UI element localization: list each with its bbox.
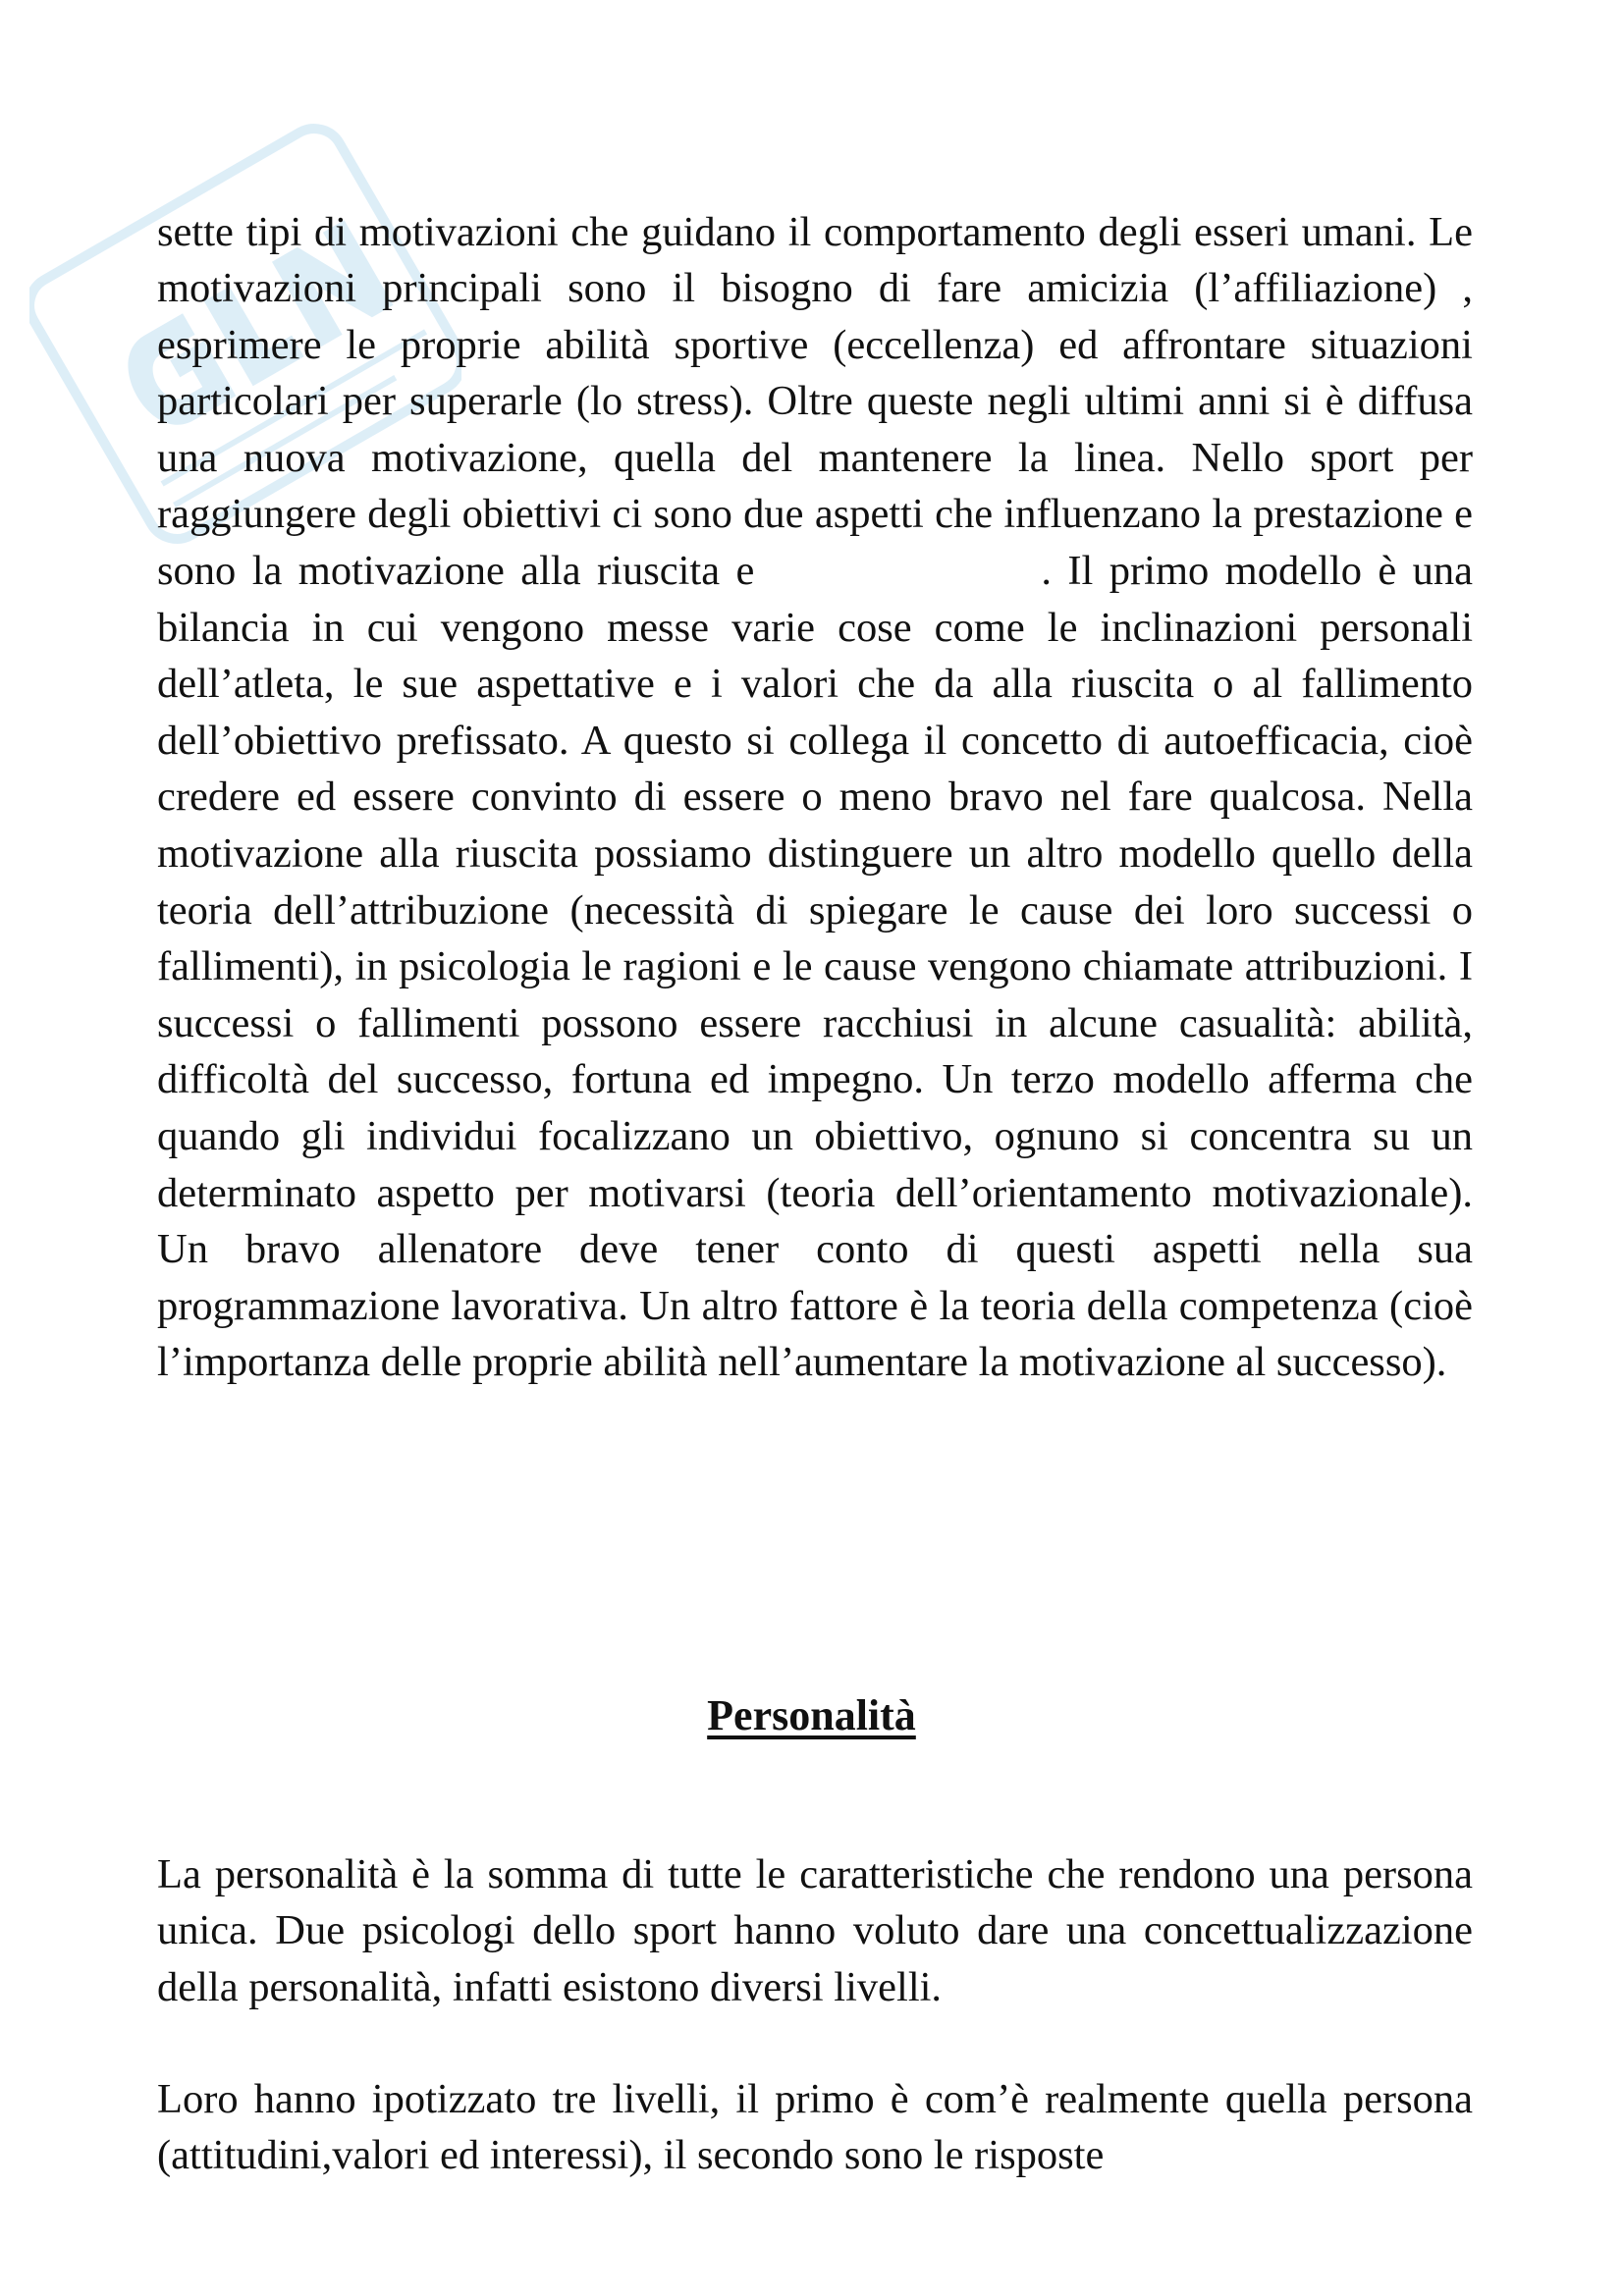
paragraph-text-before-gap: sette tipi di motivazioni che guidano il comportamento degli esseri umani. Le motivazioni principali sono il bisogno di fare amicizia (l’affiliazione) , esprimere le proprie abilità sportive (eccellenza) ed affrontare situazioni particolari per superarle (lo stress). Oltre queste negli ultimi anni si è diffusa una nuova motivazione, quella del mantenere la linea. Nello sport per raggiungere degli obiettivi ci sono due aspetti che influenzano la prestazione e sono la motivazione alla riuscita e <box>157 208 1473 595</box>
body-paragraph-motivation <box>157 204 1473 1391</box>
body-paragraph-personality-levels: Loro hanno ipotizzato tre livelli, il primo è com’è realmente quella persona (attitudini,valori ed interessi), il secondo sono le risposte <box>157 2075 1473 2179</box>
body-paragraph-personality-intro: La personalità è la somma di tutte le caratteristiche che rendono una persona unica. Due psicologi dello sport hanno voluto dare una concettualizzazione della personalità, infatti esistono diversi livelli. <box>157 1850 1473 2010</box>
section-heading-personalita: Personalità <box>707 1691 916 1739</box>
paragraph-text-after-gap: . Il primo modello è una bilancia in cui vengono messe varie cose come le inclinazioni personali dell’atleta, le sue aspettative e i valori che da alla riuscita o al fallimento dell’obiettivo prefissato. A questo si collega il concetto di autoefficacia, cioè credere ed essere convinto di essere o meno bravo nel fare qualcosa. Nella motivazione alla riuscita possiamo distinguere un altro modello quello della teoria dell’attribuzione (necessità di spiegare le cause dei loro successi o fallimenti), in psicologia le ragioni e le cause vengono chiamate attribuzioni. I successi o fallimenti possono essere racchiusi in alcune casualità: abilità, difficoltà del successo, fortuna ed impegno. Un terzo modello afferma che quando gli individui focalizzano un obiettivo, ognuno si concentra su un determinato aspetto per motivarsi (teoria dell’orientamento motivazionale). Un bravo allenatore deve tener conto di questi aspetti nella sua programmazione lavorativa. Un altro fattore è la teoria della competenza (cioè l’importanza delle proprie abilità nell’aumentare la motivazione al successo). <box>157 548 1473 1386</box>
